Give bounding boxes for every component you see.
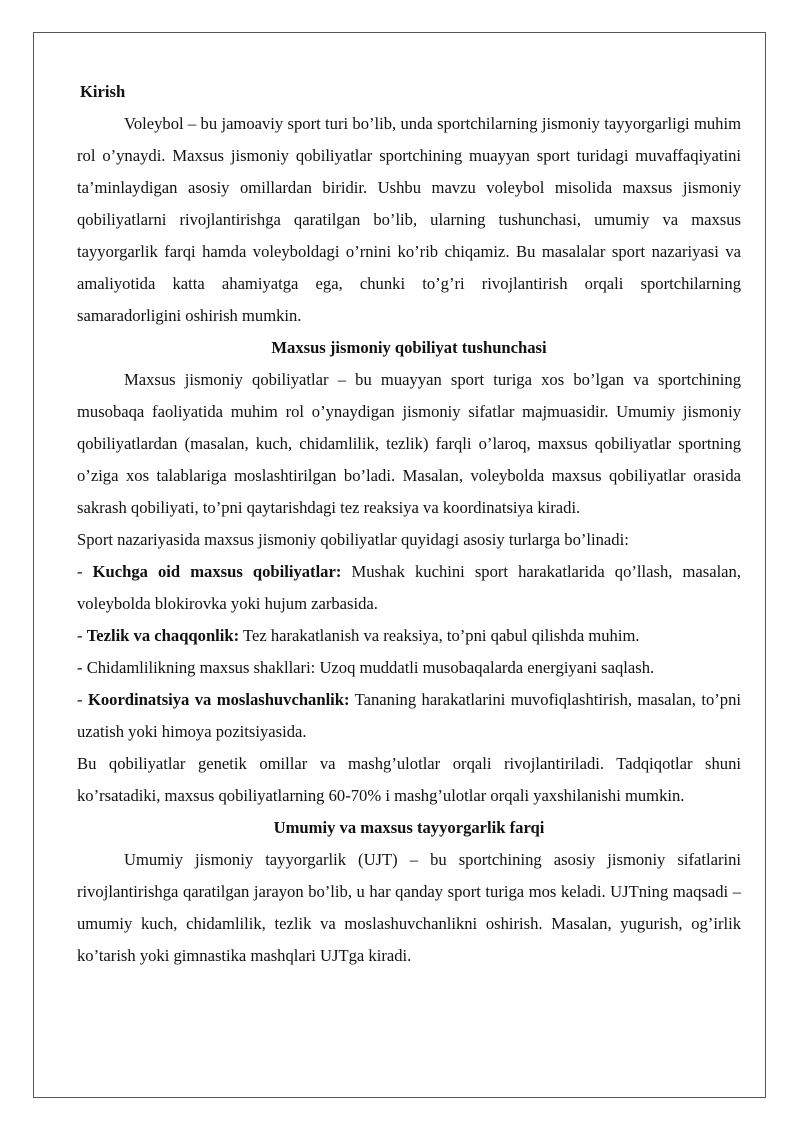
intro-heading: Kirish: [80, 82, 126, 101]
list-item: - Koordinatsiya va moslashuvchanlik: Tananing harakatlarini muvofiqlashtirish, masalan, to’pni uzatish yoki himoya pozitsiyasida.: [77, 690, 741, 741]
list-item-term: Tezlik va chaqqonlik:: [86, 626, 240, 645]
list-item-term: Kuchga oid maxsus qobiliyatlar:: [92, 562, 342, 581]
list-item: - Chidamlilikning maxsus shakllari: Uzoq muddatli musobaqalarda energiyani saqlash.: [77, 658, 655, 677]
document-body: [77, 76, 741, 972]
list-item-term: Koordinatsiya va moslashuvchanlik:: [87, 690, 350, 709]
section1-closing: Bu qobiliyatlar genetik omillar va mashg’ulotlar orqali rivojlantiriladi. Tadqiqotlar shuni ko’rsatadiki, maxsus qobiliyatlarning 60-70% i mashg’ulotlar orqali yaxshilanishi mumkin.: [77, 754, 741, 805]
section2-heading: Umumiy va maxsus tayyorgarlik farqi: [273, 818, 545, 837]
section1-list-intro: Sport nazariyasida maxsus jismoniy qobiliyatlar quyidagi asosiy turlarga bo’linadi:: [77, 530, 629, 549]
section2-paragraph: Umumiy jismoniy tayyorgarlik (UJT) – bu sportchining asosiy jismoniy sifatlarini rivojlantirishga qaratilgan jarayon bo’lib, u har qanday sport turiga mos keladi. UJTning maqsadi – umumiy kuch, chidamlilik, tezlik va moslashuvchanlikni oshirish. Masalan, yugurish, og’irlik ko’tarish yoki gimnastika mashqlari UJTga kiradi.: [77, 850, 741, 965]
section1-heading: Maxsus jismoniy qobiliyat tushunchasi: [271, 338, 547, 357]
intro-paragraph: Voleybol – bu jamoaviy sport turi bo’lib, unda sportchilarning jismoniy tayyorgarligi muhim rol o’ynaydi. Maxsus jismoniy qobiliyatlar sportchining muayyan sport turidagi muvaffaqiyatini ta’minlaydigan asosiy omillardan biridir. Ushbu mavzu voleybol misolida maxsus jismoniy qobiliyatlarni rivojlantirishga qaratilgan bo’lib, ularning tushunchasi, umumiy va maxsus tayyorgarlik farqi hamda voleyboldagi o’rnini ko’rib chiqamiz. Bu masalalar sport nazariyasi va amaliyotida katta ahamiyatga ega, chunki to’g’ri rivojlantirish orqali sportchilarning samaradorligini oshirish mumkin.: [77, 114, 741, 325]
section1-paragraph: Maxsus jismoniy qobiliyatlar – bu muayyan sport turiga xos bo’lgan va sportchining musobaqa faoliyatida muhim rol o’ynaydigan jismoniy sifatlar majmuasidir. Umumiy jismoniy qobiliyatlardan (masalan, kuch, chidamlilik, tezlik) farqli o’laroq, maxsus qobiliyatlar sportning o’ziga xos talablariga moslashtirilgan bo’ladi. Masalan, voleybolda maxsus qobiliyatlar orasida sakrash qobiliyati, to’pni qaytarishdagi tez reaksiya va koordinatsiya kiradi.: [77, 370, 741, 517]
list-item: - Tezlik va chaqqonlik: Tez harakatlanish va reaksiya, to’pni qabul qilishda muhim.: [77, 626, 640, 645]
list-item: - Kuchga oid maxsus qobiliyatlar: Mushak kuchini sport harakatlarida qo’llash, masalan, voleybolda blokirovka yoki hujum zarbasida.: [77, 562, 741, 613]
